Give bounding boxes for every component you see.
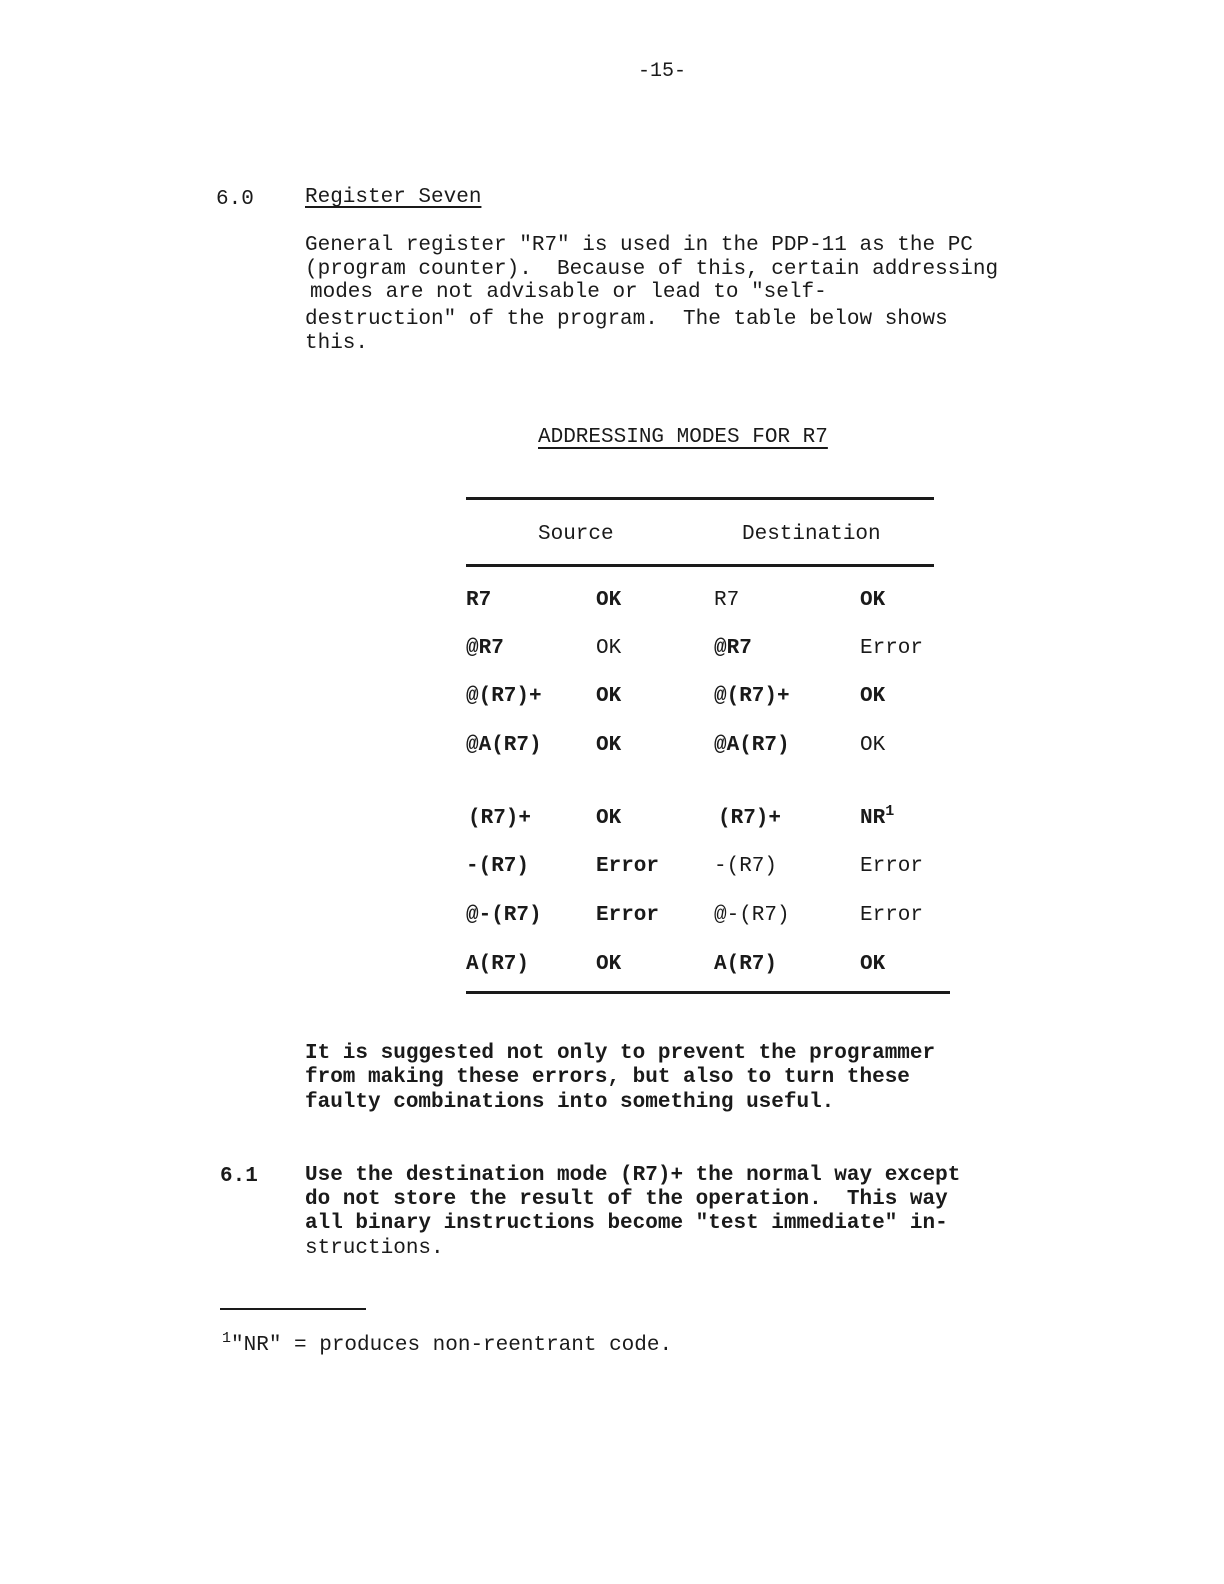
paragraph-line: this. [305,332,369,355]
footnote-text: "NR" = produces non-reentrant code. [231,1334,673,1357]
table-cell: R7 [714,589,740,612]
table-cell: A(R7) [466,953,530,976]
table-header-rule [466,564,934,567]
table-cell: @R7 [714,637,752,660]
table-cell: @(R7)+ [714,685,790,708]
paragraph-line: modes are not advisable or lead to "self- [310,281,827,304]
paragraph-line: (program counter). Because of this, certain addressing [305,258,999,281]
section-number: 6.1 [220,1165,258,1188]
paragraph-line: General register "R7" is used in the PDP-11 as the PC [305,234,973,257]
table-cell: -(R7) [466,855,530,878]
paragraph-line: all binary instructions become "test immediate" in- [305,1212,948,1235]
table-cell: @-(R7) [714,904,790,927]
table-cell: @A(R7) [466,734,542,757]
table-cell: Error [860,904,924,927]
table-cell: -(R7) [714,855,778,878]
table-cell: (R7)+ [718,807,782,830]
table-cell: @A(R7) [714,734,790,757]
table-cell-text: NR [860,807,886,830]
table-cell: (R7)+ [468,807,532,830]
table-cell [860,803,895,830]
paragraph-line: from making these errors, but also to turn these [305,1066,910,1089]
table-cell: OK [596,807,622,830]
table-cell: A(R7) [714,953,778,976]
table-cell: OK [596,953,622,976]
table-cell: Error [596,855,660,878]
paragraph-line: Use the destination mode (R7)+ the normal way except [305,1164,961,1187]
column-header-destination: Destination [742,523,881,546]
column-header-source: Source [538,523,614,546]
table-cell: Error [860,637,924,660]
footnote-marker: 1 [885,803,895,820]
paragraph-line: faulty combinations into something useful. [305,1091,835,1114]
table-cell: @R7 [466,637,504,660]
footnote-rule [220,1308,366,1310]
table-cell: OK [596,589,622,612]
paragraph-line: structions. [305,1237,444,1260]
table-cell: OK [596,734,622,757]
table-cell: OK [860,953,886,976]
paragraph-line: do not store the result of the operation. This way [305,1188,948,1211]
table-bottom-rule [466,991,950,994]
paragraph-line: destruction" of the program. The table below shows [305,308,948,331]
table-cell: @-(R7) [466,904,542,927]
section-title: Register Seven [305,186,482,209]
section-number: 6.0 [216,188,254,211]
table-cell: R7 [466,589,492,612]
table-cell: OK [860,734,886,757]
footnote [222,1330,673,1357]
table-cell: Error [860,855,924,878]
table-cell: @(R7)+ [466,685,542,708]
table-cell: OK [596,637,622,660]
table-top-rule [466,497,934,500]
table-cell: Error [596,904,660,927]
paragraph-line: It is suggested not only to prevent the programmer [305,1042,936,1065]
table-cell: OK [596,685,622,708]
page-number: -15- [638,60,687,83]
footnote-marker: 1 [222,1330,232,1347]
table-cell: OK [860,685,886,708]
table-title: ADDRESSING MODES FOR R7 [538,426,828,449]
table-cell: OK [860,589,886,612]
